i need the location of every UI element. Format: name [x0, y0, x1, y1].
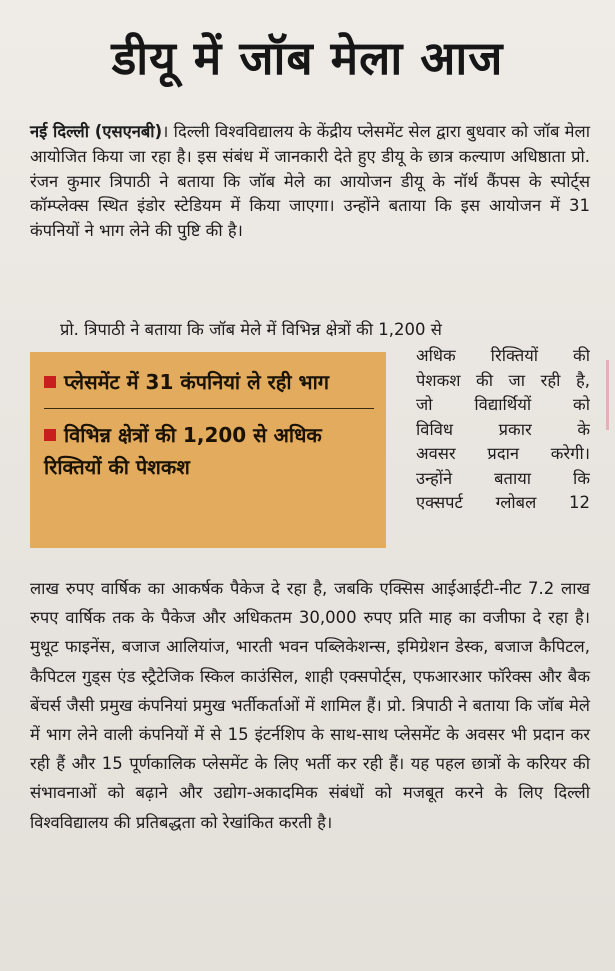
side-line: अधिक रिक्तियों की	[416, 346, 590, 365]
side-line: उन्होंने बताया कि	[416, 468, 590, 488]
highlight-divider	[44, 408, 374, 409]
highlight-text: प्लेसमेंट में 31 कंपनियां ले रही भाग	[64, 370, 330, 394]
side-line: जो विद्यार्थियों को	[416, 395, 590, 414]
highlight-item	[44, 419, 374, 483]
square-bullet-icon	[44, 429, 56, 441]
dateline: नई दिल्ली (एसएनबी)	[30, 122, 163, 141]
paragraph-2-rest: लाख रुपए वार्षिक का आकर्षक पैकेज दे रहा है, जबकि एक्सिस आईआईटी-नीट 7.2 लाख रुपए वार्षिक तक के पैकेज और अधिकतम 30,000 रुपए प्रति माह का वजीफा दे रहा है। मुथूट फाइनेंस, बजाज आलियांज, भारती भवन पब्लिकेशन्स, इमिग्रेशन डेस्क, बजाज कैपिटल, कैपिटल गुड्स एंड स्ट्रैटेजिक स्किल काउंसिल, शाही एक्सपोर्ट्स, एफआरआर फॉरेक्स और बैक बेंचर्स जैसी प्रमुख कंपनियां प्रमुख भर्तीकर्ताओं में शामिल हैं। प्रो. त्रिपाठी ने बताया कि जॉब मेले में भाग लेने वाली कंपनियों में से 15 इंटर्नशिप के साथ-साथ प्लेसमेंट के अवसर भी प्रदान कर रही हैं और 15 पूर्णकालिक प्लेसमेंट के लिए भर्ती कर रही हैं। यह पहल छात्रों के करियर की संभावनाओं को बढ़ाने और उद्योग-अकादमिक संबंधों को मजबूत करने के लिए दिल्ली विश्वविद्यालय की प्रतिबद्धता को रेखांकित करती है।	[30, 579, 590, 832]
side-column	[416, 344, 590, 516]
side-line: पेशकश की जा रही है,	[416, 370, 590, 390]
highlight-item	[44, 366, 374, 398]
paragraph-intro	[30, 120, 590, 244]
side-line: एक्सपर्ट ग्लोबल 12	[416, 493, 590, 512]
square-bullet-icon	[44, 376, 56, 388]
paragraph-2-first-line: प्रो. त्रिपाठी ने बताया कि जॉब मेले में विभिन्न क्षेत्रों की 1,200 से	[60, 320, 442, 339]
side-line: विविध प्रकार के	[416, 419, 590, 439]
paragraph-1-text: । दिल्ली विश्वविद्यालय के केंद्रीय प्लेसमेंट सेल द्वारा बुधवार को जॉब मेला आयोजित किया जा रहा है। इस संबंध में जानकारी देते हुए डीयू के छात्र कल्याण अधिष्ठाता प्रो. रंजन कुमार त्रिपाठी ने बताया कि जॉब मेले का आयोजन डीयू के नॉर्थ कैंपस के स्पोर्ट्स कॉम्प्लेक्स स्थित इंडोर स्टेडियम में किया जाएगा। उन्होंने बताया कि इस आयोजन में 31 कंपनियों ने भाग लेने की पुष्टि की है।	[30, 122, 590, 241]
highlight-box	[30, 352, 386, 548]
headline: डीयू में जॉब मेला आज	[111, 31, 504, 85]
side-line: अवसर प्रदान करेगी।	[416, 444, 590, 463]
paper-edge-mark	[606, 360, 609, 430]
highlight-text: विभिन्न क्षेत्रों की 1,200 से अधिक रिक्तियों की पेशकश	[44, 423, 322, 479]
